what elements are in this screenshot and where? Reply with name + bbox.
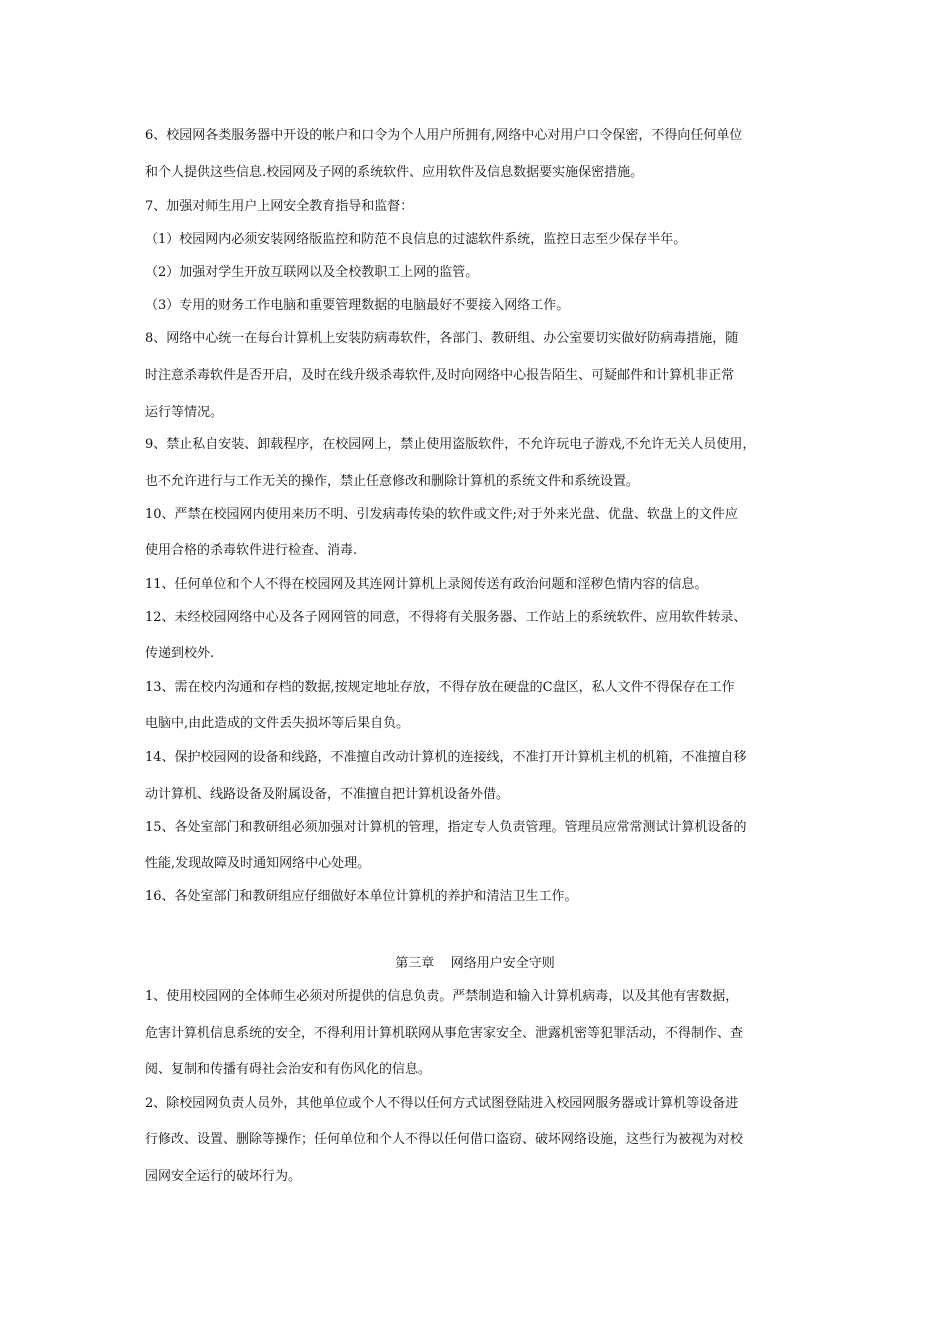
paragraph-line: 运行等情况。 (145, 405, 224, 420)
chapter-heading: 第三章 网络用户安全守则 (395, 956, 555, 971)
paragraph-line: 动计算机、线路设备及附属设备，不准擅自把计算机设备外借。 (145, 787, 510, 802)
paragraph-line: 危害计算机信息系统的安全，不得利用计算机联网从事危害家安全、泄露机密等犯罪活动，不得制作、查 (145, 1026, 744, 1041)
paragraph-line: 9、禁止私自安装、卸载程序，在校园网上，禁止使用盗版软件，不允许玩电子游戏,不允许无关人员使用， (145, 437, 756, 452)
paragraph-line: 和个人提供这些信息.校园网及子网的系统软件、应用软件及信息数据要实施保密措施。 (145, 165, 644, 180)
paragraph-line: 12、未经校园网络中心及各子网网管的同意，不得将有关服务器、工作站上的系统软件、应用软件转录、 (145, 610, 747, 625)
paragraph-line: 性能,发现故障及时通知网络中心处理。 (145, 856, 371, 871)
paragraph-line: 行修改、设置、删除等操作；任何单位和个人不得以任何借口盗窃、破坏网络设施，这些行为被视为对校 (145, 1132, 744, 1147)
paragraph-line: 11、任何单位和个人不得在校园网及其连网计算机上录阅传送有政治问题和淫秽色情内容的信息。 (145, 577, 708, 592)
paragraph-line: （3）专用的财务工作电脑和重要管理数据的电脑最好不要接入网络工作。 (145, 298, 570, 313)
paragraph-line: 时注意杀毒软件是否开启，及时在线升级杀毒软件,及时向网络中心报告陌生、可疑邮件和计算机非正常 (145, 368, 735, 383)
paragraph-line: 8、网络中心统一在每台计算机上安装防病毒软件，各部门、教研组、办公室要切实做好防病毒措施，随 (145, 331, 739, 346)
paragraph-line: 14、保护校园网的设备和线路，不准擅自改动计算机的连接线，不准打开计算机主机的机箱，不准擅自移 (145, 750, 747, 765)
paragraph-line: 2、除校园网负责人员外，其他单位或个人不得以任何方式试图登陆进入校园网服务器或计算机等设备进 (145, 1096, 739, 1111)
paragraph-line: 电脑中,由此造成的文件丢失损坏等后果自负。 (145, 716, 410, 731)
paragraph-line: 传递到校外. (145, 646, 215, 661)
paragraph-line: 阅、复制和传播有碍社会治安和有伤风化的信息。 (145, 1062, 432, 1077)
paragraph-line: （2）加强对学生开放互联网以及全校教职工上网的监管。 (145, 265, 479, 280)
paragraph-line: 10、严禁在校园网内使用来历不明、引发病毒传染的软件或文件;对于外来光盘、优盘、软盘上的文件应 (145, 507, 738, 522)
paragraph-line: 16、各处室部门和教研组应仔细做好本单位计算机的养护和清洁卫生工作。 (145, 889, 578, 904)
paragraph-line: 园网安全运行的破坏行为。 (145, 1169, 302, 1184)
paragraph-line: 7、加强对师生用户上网安全教育指导和监督： (145, 199, 414, 214)
paragraph-line: 使用合格的杀毒软件进行检查、消毒. (145, 543, 358, 558)
paragraph-line: （1）校园网内必须安装网络版监控和防范不良信息的过滤软件系统，监控日志至少保存半年。 (145, 232, 687, 247)
paragraph-line: 也不允许进行与工作无关的操作，禁止任意修改和删除计算机的系统文件和系统设置。 (145, 474, 640, 489)
paragraph-line: 15、各处室部门和教研组必须加强对计算机的管理，指定专人负责管理。管理员应常常测试计算机设备的 (145, 820, 747, 835)
paragraph-line: 13、需在校内沟通和存档的数据,按规定地址存放，不得存放在硬盘的C盘区，私人文件不得保存在工作 (145, 680, 735, 695)
paragraph-line: 6、校园网各类服务器中开设的帐户和口令为个人用户所拥有,网络中心对用户口令保密，不得向任何单位 (145, 128, 743, 143)
paragraph-line: 1、使用校园网的全体师生必须对所提供的信息负责。严禁制造和输入计算机病毒，以及其他有害数据， (145, 989, 739, 1004)
